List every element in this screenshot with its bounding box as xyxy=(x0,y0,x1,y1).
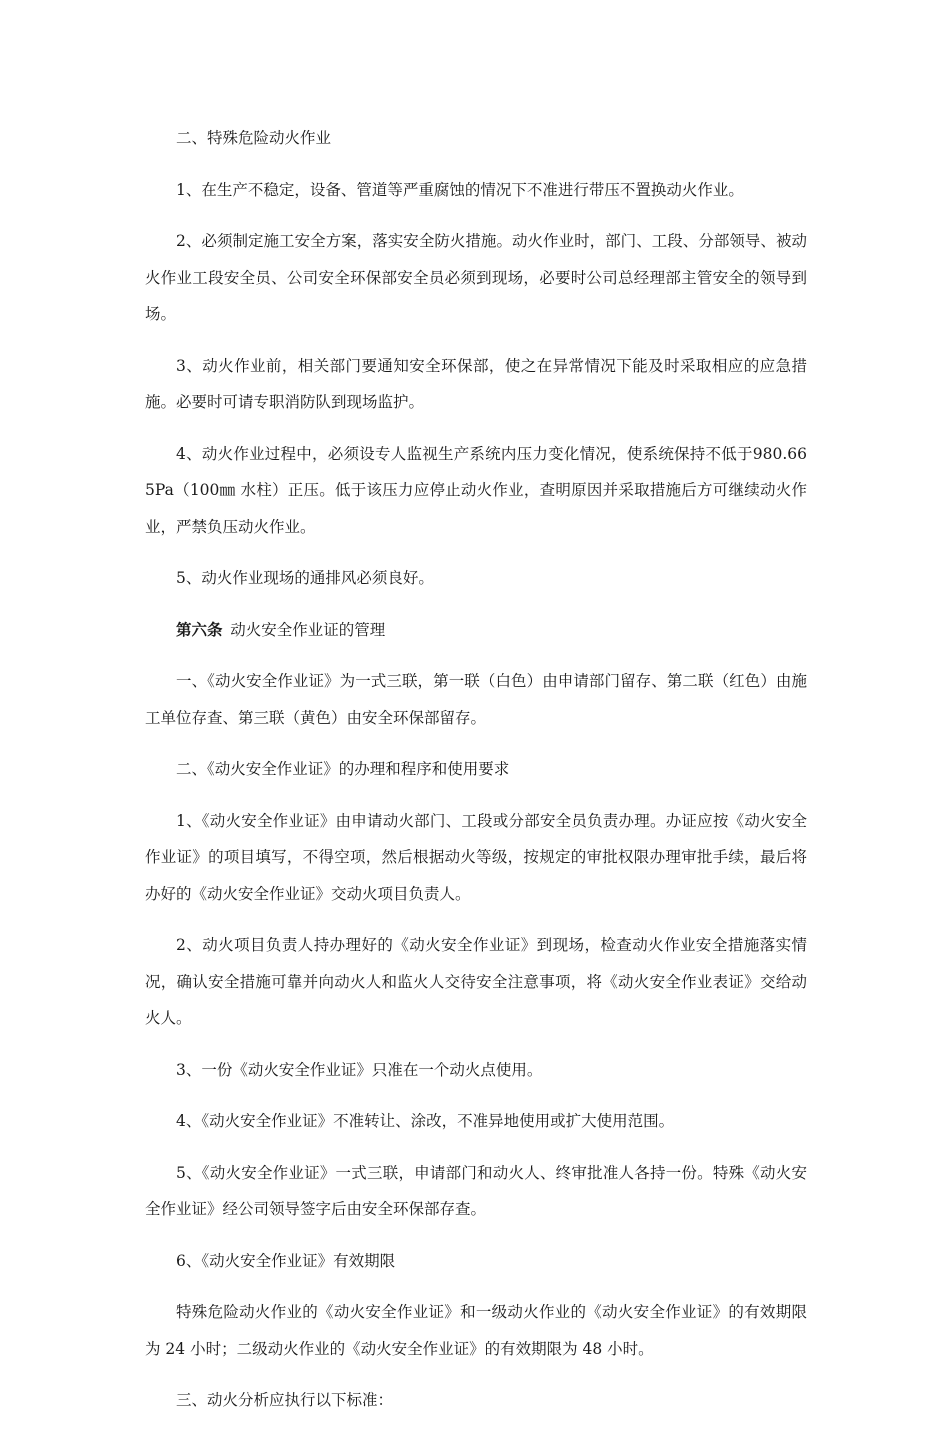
paragraph: 5、动火作业现场的通排风必须良好。 xyxy=(176,569,434,587)
article-number: 第六条 xyxy=(176,619,223,639)
paragraph: 1、《动火安全作业证》由申请动火部门、工段或分部安全员负责办理。办证应按《动火安全作业证》的项目填写，不得空项，然后根据动火等级，按规定的审批权限办理审批手续，最后将办好的《动火安全作业证》交动火项目负责人。 xyxy=(145,811,807,903)
section-heading: 二、《动火安全作业证》的办理和程序和使用要求 xyxy=(176,760,510,778)
paragraph: 1、在生产不稳定，设备、管道等严重腐蚀的情况下不准进行带压不置换动火作业。 xyxy=(176,180,744,199)
document-body xyxy=(145,120,807,1434)
section-heading: 三、动火分析应执行以下标准： xyxy=(176,1391,394,1409)
paragraph: 3、一份《动火安全作业证》只准在一个动火点使用。 xyxy=(176,1060,543,1079)
paragraph: 特殊危险动火作业的《动火安全作业证》和一级动火作业的《动火安全作业证》的有效期限为 24 小时；二级动火作业的《动火安全作业证》的有效期限为 48 小时。 xyxy=(145,1303,807,1358)
section-heading: 二、特殊危险动火作业 xyxy=(176,129,332,147)
paragraph: 2、必须制定施工安全方案，落实安全防火措施。动火作业时，部门、工段、分部领导、被动火作业工段安全员、公司安全环保部安全员必须到现场，必要时公司总经理部主管安全的领导到场。 xyxy=(145,232,807,323)
paragraph: 2、动火项目负责人持办理好的《动火安全作业证》到现场，检查动火作业安全措施落实情况，确认安全措施可靠并向动火人和监火人交待安全注意事项，将《动火安全作业表证》交给动火人。 xyxy=(145,936,807,1027)
paragraph: 6、《动火安全作业证》有效期限 xyxy=(176,1251,396,1270)
paragraph: 一、《动火安全作业证》为一式三联，第一联（白色）由申请部门留存、第二联（红色）由施工单位存查、第三联（黄色）由安全环保部留存。 xyxy=(145,672,807,727)
paragraph: 5、《动火安全作业证》一式三联，申请部门和动火人、终审批准人各持一份。特殊《动火安全作业证》经公司领导签字后由安全环保部存查。 xyxy=(145,1163,807,1218)
paragraph: 3、动火作业前，相关部门要通知安全环保部，使之在异常情况下能及时采取相应的应急措施。必要时可请专职消防队到现场监护。 xyxy=(145,356,807,411)
article-heading xyxy=(145,612,807,649)
paragraph: 4、动火作业过程中，必须设专人监视生产系统内压力变化情况，使系统保持不低于980.665Pa（100㎜ 水柱）正压。低于该压力应停止动火作业，查明原因并采取措施后方可继续动火作业，严禁负压动火作业。 xyxy=(145,444,807,536)
paragraph: 4、《动火安全作业证》不准转让、涂改，不准异地使用或扩大使用范围。 xyxy=(176,1112,675,1130)
article-title: 动火安全作业证的管理 xyxy=(230,620,386,639)
